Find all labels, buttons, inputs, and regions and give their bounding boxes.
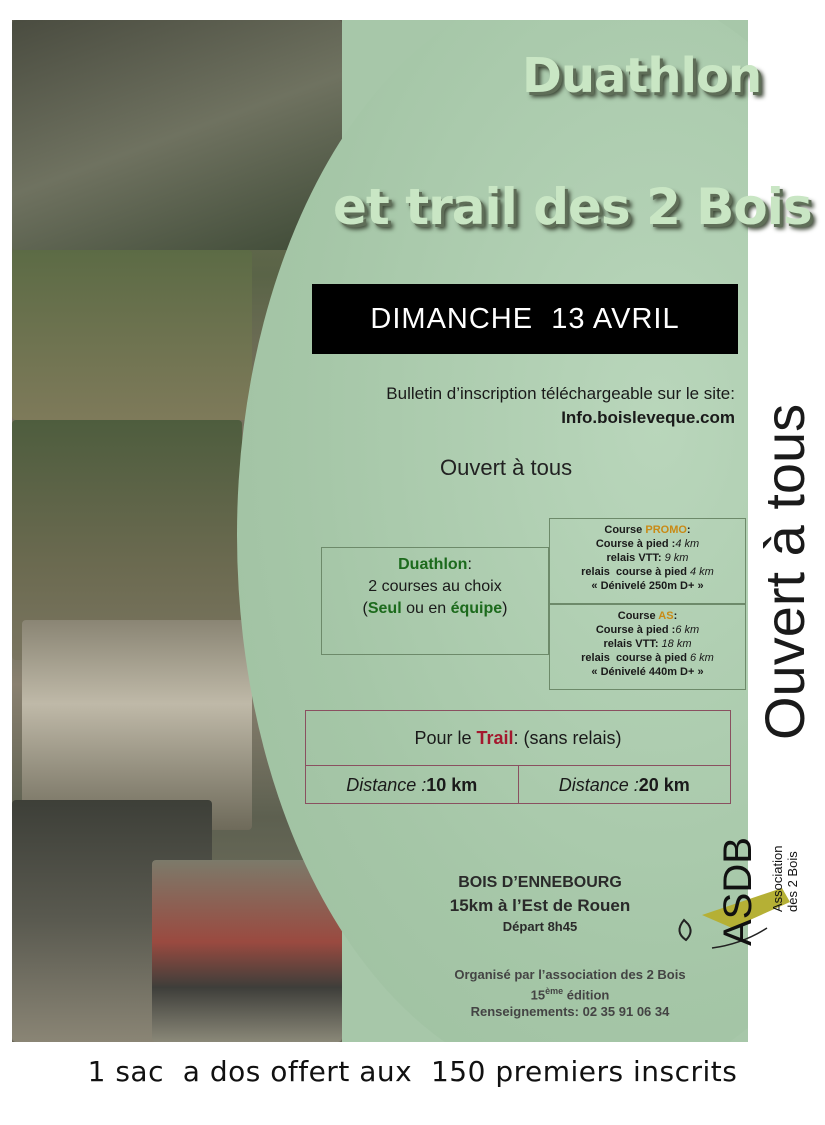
duathlon-or: ou en [401,600,451,617]
promo-head-suffix: : [686,524,691,536]
as-elevation: « Dénivelé 440m D+ » [591,666,704,678]
duathlon-team: équipe [450,600,503,617]
registration-site: Info.boisleveque.com [561,408,735,427]
trail-box [305,710,731,804]
duathlon-solo: Seul [367,600,402,617]
trail-post: : (sans relais) [513,727,622,748]
photo-cyclists-group [12,250,252,420]
trail-d2-label: Distance : [558,774,639,795]
vertical-open-text: Ouvert à tous [753,403,816,740]
organizer-info [420,966,720,1020]
promo-run1-value: 4 km [675,538,700,550]
duathlon-choice: 2 courses au choix [368,578,502,595]
logo-line2: des 2 Bois [785,851,800,912]
trail-header [306,711,730,765]
as-run2-value: 6 km [690,652,714,664]
duathlon-name: Duathlon [398,556,468,573]
duathlon-box: Duathlon: 2 courses au choix (Seul ou en équipe) [321,547,549,655]
photo-runner-cap [22,620,252,830]
trail-distance-20 [518,766,731,804]
edition-word: édition [563,987,610,1003]
as-type: AS [658,610,674,622]
trail-d2-value: 20 km [638,774,690,795]
duathlon-colon: : [467,556,472,573]
promo-run2-label: relais course à pied [581,566,690,578]
organizer-name: Organisé par l’association des 2 Bois [454,967,686,982]
promo-run1-label: Course à pied : [595,538,676,550]
open-to-all-label: Ouvert à tous [440,455,573,480]
trail-d1-value: 10 km [426,774,478,795]
logo-acronym: ASDB [716,837,760,946]
vertical-open-to-all [752,404,817,740]
venue-start-time: Départ 8h45 [502,919,578,934]
as-head-suffix: : [673,610,678,622]
promo-type: PROMO [645,524,687,536]
edition-number: 15 [530,987,546,1003]
as-run1-label: Course à pied : [595,624,676,636]
promo-bike-label: relais VTT: [606,552,665,564]
photo-runners-crowd [152,860,342,1042]
promo-bike-value: 9 km [664,552,689,564]
photo-cyclists-top [12,20,342,250]
organizer-phone: Renseignements: 02 35 91 06 34 [470,1004,670,1020]
logo-line1: Association [770,845,785,912]
trail-pre: Pour le [414,727,477,748]
trail-d1-label: Distance : [346,774,427,795]
as-bike-value: 18 km [661,638,692,650]
promo-elevation: « Dénivelé 250m D+ » [591,580,704,592]
logo-subtitle [770,846,800,912]
as-run2-label: relais course à pied [581,652,690,664]
as-bike-label: relais VTT: [603,638,662,650]
footer-offer: 1 sac a dos offert aux 150 premiers inscrits [87,1055,738,1088]
venue-location: 15km à l’Est de Rouen [449,896,631,915]
title-duathlon: Duathlon [522,48,762,104]
as-run1-value: 6 km [675,624,700,636]
registration-info [330,382,735,430]
course-promo-box [549,518,746,604]
trail-distance-10 [306,766,518,804]
as-head-prefix: Course [617,610,659,622]
promo-head-prefix: Course [604,524,646,536]
title-trail: et trail des 2 Bois [333,178,812,236]
venue-info [420,872,660,936]
edition-sup: ème [545,986,564,996]
venue-name: BOIS D’ENNEBOURG [458,874,622,891]
registration-text: Bulletin d’inscription téléchargeable sur le site: [386,384,735,403]
event-date: DIMANCHE 13 AVRIL [370,302,680,335]
trail-distances [306,765,730,804]
trail-name: Trail [476,727,514,748]
event-date-banner [312,284,738,354]
course-as-box [549,604,746,690]
promo-run2-value: 4 km [690,566,714,578]
